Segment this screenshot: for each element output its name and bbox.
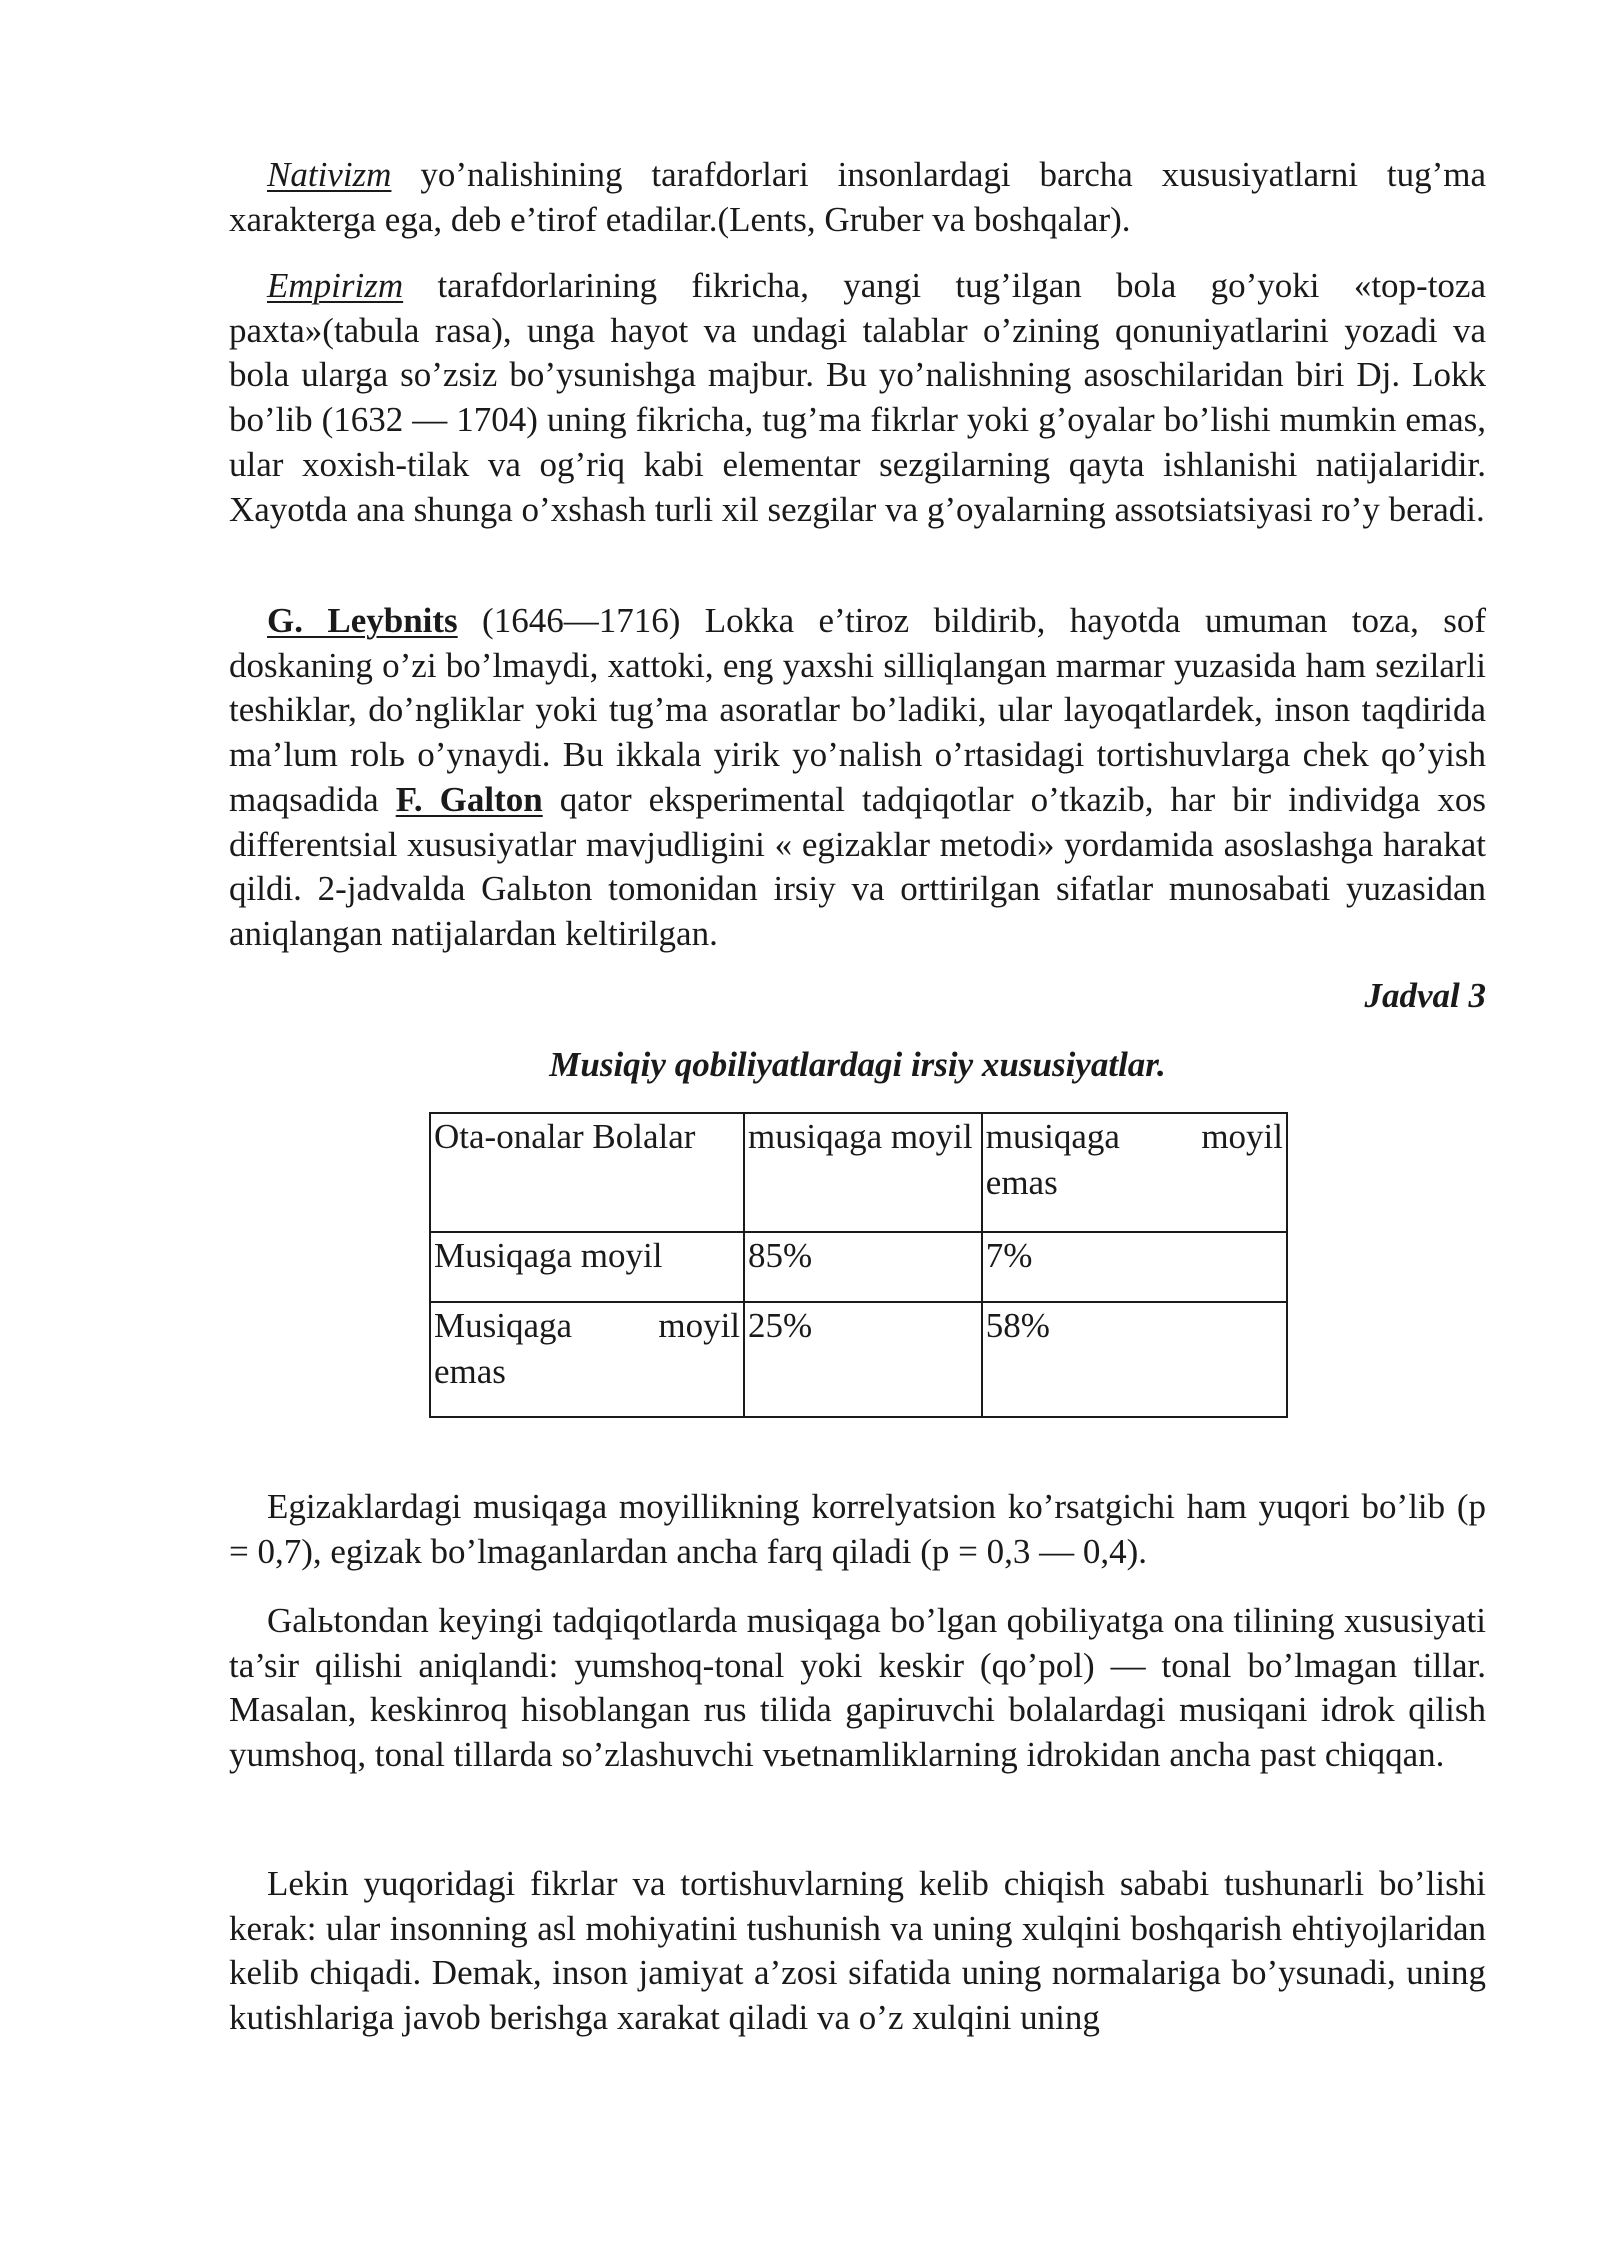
paragraph-conclusion: Lekin yuqoridagi fikrlar va tortishuvlarning kelib chiqish sababi tushunarli bo’lishi kerak: ular insonning asl mohiyatini tushunish va uning xulqini boshqarish ehtiyojlaridan kelib chiqadi. Demak, inson jamiyat a’zosi sifatida uning normalariga bo’ysunadi, uning kutishlariga javob berishga xarakat qiladi va o’z xulqini uning xyxy=(229,1864,1486,2038)
table-row xyxy=(430,1302,1287,1417)
paragraph-text: (1646—1716) Lokka e’tiroz bildirib, hayotda umuman toza, sof doskaning o’zi bo’lmaydi, xattoki, eng yaxshi silliqlangan marmar yuzasida ham sezilarli teshiklar, do’ngliklar yoki tug’ma asoratlar bo’ladiki, ular layoqatlardek, inson taqdirida ma’lum rolь o’ynaydi. Bu ikkala yirik yo’nalish o’rtasidagi tortishuvlarga chek qo’yish maqsadida xyxy=(229,601,1486,819)
table-cell: 85% xyxy=(744,1232,982,1302)
table-cell: 58% xyxy=(982,1302,1287,1417)
table-cell: 7% xyxy=(982,1232,1287,1302)
term-galton: F. Galton xyxy=(395,779,543,819)
paragraph-galton-followup: Galьtondan keyingi tadqiqotlarda musiqaga bo’lgan qobiliyatga ona tilining xususiyati ta’sir qilishi aniqlandi: yumshoq-tonal yoki keskir (qo’pol) — tonal bo’lmagan tillar. Masalan, keskinroq hisoblangan rus tilida gapiruvchi bolalardagi musiqani idrok qilish yumshoq, tonal tillarda so’zlashuvchi vьetnamliklarning idrokidan ancha past chiqqan. xyxy=(229,1601,1486,1775)
paragraph-text: yo’nalishining tarafdorlari insonlardagi barcha xususiyatlarni tug’ma xarakterga ega, deb e’tirof etadilar.(Lents, Gruber va boshqalar). xyxy=(229,155,1486,239)
paragraph-leybnits xyxy=(229,599,1486,957)
paragraph-text: qator eksperimental tadqiqotlar o’tkazib, har bir individga xos differentsial xususiyatlar mavjudligini « egizaklar metodi» yordamida asoslashga harakat qildi. 2-jadvalda Galьton tomonidan irsiy va orttirilgan sifatlar munosabati yuzasidan aniqlangan natijalardan keltirilgan. xyxy=(229,779,1486,953)
table-caption: Musiqiy qobiliyatlardagi irsiy xususiyatlar. xyxy=(549,1045,1166,1084)
header-cell: Ota-onalar Bolalar xyxy=(430,1113,744,1232)
header-cell: musiqaga moyil emas xyxy=(982,1113,1287,1232)
table-cell: Musiqaga moyil emas xyxy=(430,1302,744,1417)
paragraph-nativizm xyxy=(229,153,1486,242)
term-leybnits: G. Leybnits xyxy=(267,601,458,640)
paragraph-empirizm xyxy=(229,264,1486,532)
header-cell: musiqaga moyil xyxy=(744,1113,982,1232)
results-table xyxy=(429,1112,1288,1418)
paragraph-correlation: Egizaklardagi musiqaga moyillikning korrelyatsion ko’rsatgichi ham yuqori bo’lib (p = 0,7), egizak bo’lmaganlardan ancha farq qiladi (p = 0,3 — 0,4). xyxy=(229,1487,1486,1571)
table-header-row xyxy=(430,1113,1287,1232)
term-nativizm: Nativizm xyxy=(267,155,392,194)
table-cell: 25% xyxy=(744,1302,982,1417)
table-cell: Musiqaga moyil xyxy=(430,1232,744,1302)
table-label: Jadval 3 xyxy=(1364,976,1486,1015)
term-empirizm: Empirizm xyxy=(267,266,404,305)
table-row xyxy=(430,1232,1287,1302)
paragraph-text: tarafdorlarining fikricha, yangi tug’ilgan bola go’yoki «top-toza paxta»(tabula rasa), unga hayot va undagi talablar o’zining qonuniyatlarini yozadi va bola ularga so’zsiz bo’ysunishga majbur. Bu yo’nalishning asoschilaridan biri Dj. Lokk bo’lib (1632 — 1704) uning fikricha, tug’ma fikrlar yoki g’oyalar bo’lishi mumkin emas, ular xoxish-tilak va og’riq kabi elementar sezgilarning qayta ishlanishi natijalaridir. Xayotda ana shunga o’xshash turli xil sezgilar va g’oyalarning assotsiatsiyasi ro’y beradi. xyxy=(229,266,1486,529)
